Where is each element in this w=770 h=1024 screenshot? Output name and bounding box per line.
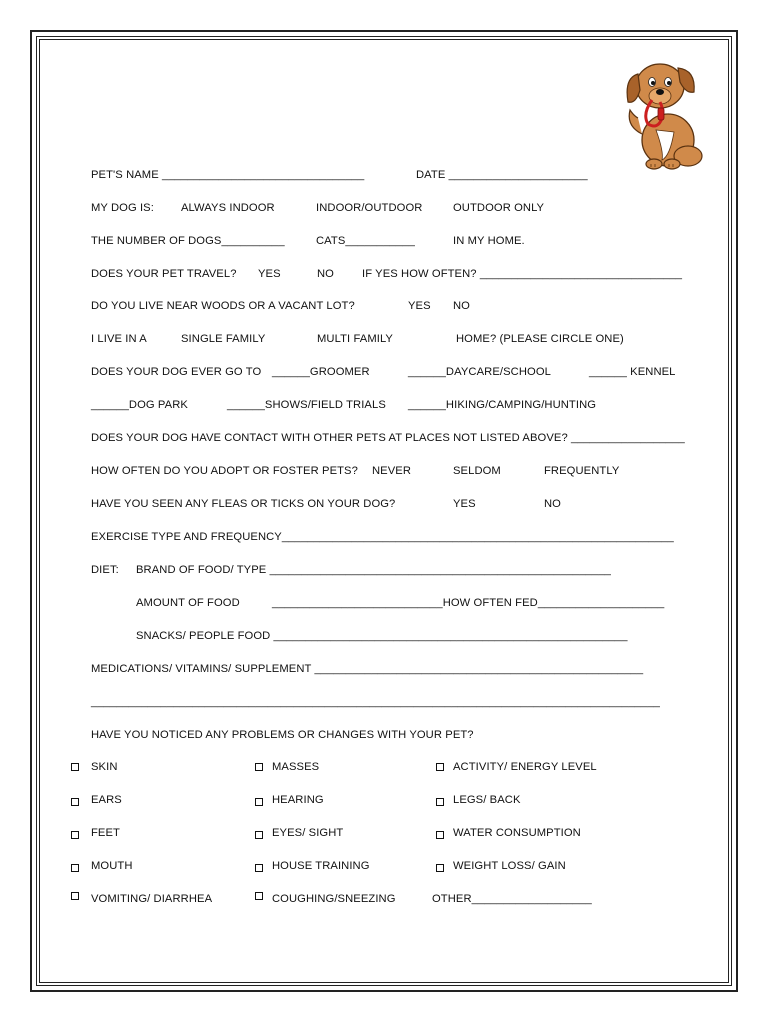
checkbox-label-activity: ACTIVITY/ ENERGY LEVEL <box>453 761 597 773</box>
groomer-field[interactable]: ______GROOMER <box>272 366 370 378</box>
fleas-yes-option[interactable]: YES <box>453 498 476 510</box>
contact-other-pets-field[interactable]: DOES YOUR DOG HAVE CONTACT WITH OTHER PETS AT PLACES NOT LISTED ABOVE? __________________ <box>91 432 685 444</box>
checkbox-eyes-sight[interactable] <box>255 831 263 839</box>
pets-name-field[interactable]: PET'S NAME ________________________________ <box>91 169 365 181</box>
checkbox-mouth[interactable] <box>71 864 79 872</box>
exercise-field[interactable]: EXERCISE TYPE AND FREQUENCY______________________________________________________________ <box>91 531 674 543</box>
cats-field[interactable]: CATS___________ <box>316 235 415 247</box>
woods-question: DO YOU LIVE NEAR WOODS OR A VACANT LOT? <box>91 300 355 312</box>
in-my-home-label: IN MY HOME. <box>453 235 525 247</box>
medications-extra-line[interactable]: __________________________________________________________________________________________ <box>91 696 660 708</box>
amount-how-often-fed-field[interactable]: ___________________________HOW OFTEN FED____________________ <box>272 597 665 609</box>
home-circle-label: HOME? (PLEASE CIRCLE ONE) <box>456 333 624 345</box>
checkbox-label-coughing: COUGHING/SNEEZING <box>272 893 396 905</box>
checkbox-vomiting[interactable] <box>71 892 79 900</box>
travel-yes-option[interactable]: YES <box>258 268 281 280</box>
checkbox-label-legs-back: LEGS/ BACK <box>453 794 521 806</box>
shows-field[interactable]: ______SHOWS/FIELD TRIALS <box>227 399 386 411</box>
snacks-field[interactable]: SNACKS/ PEOPLE FOOD ________________________________________________________ <box>136 630 628 642</box>
other-field[interactable]: OTHER___________________ <box>432 893 592 905</box>
checkbox-skin[interactable] <box>71 763 79 771</box>
option-frequently[interactable]: FREQUENTLY <box>544 465 620 477</box>
checkbox-ears[interactable] <box>71 798 79 806</box>
woods-yes-option[interactable]: YES <box>408 300 431 312</box>
checkbox-hearing[interactable] <box>255 798 263 806</box>
checkbox-label-ears: EARS <box>91 794 122 806</box>
daycare-field[interactable]: ______DAYCARE/SCHOOL <box>408 366 551 378</box>
diet-label: DIET: <box>91 564 119 576</box>
checkbox-activity[interactable] <box>436 763 444 771</box>
live-in-label: I LIVE IN A <box>91 333 147 345</box>
problems-question: HAVE YOU NOTICED ANY PROBLEMS OR CHANGES WITH YOUR PET? <box>91 729 474 741</box>
date-field[interactable]: DATE ______________________ <box>416 169 588 181</box>
my-dog-is-label: MY DOG IS: <box>91 202 154 214</box>
checkbox-label-masses: MASSES <box>272 761 320 773</box>
option-always-indoor[interactable]: ALWAYS INDOOR <box>181 202 275 214</box>
checkbox-house-training[interactable] <box>255 864 263 872</box>
adopt-foster-question: HOW OFTEN DO YOU ADOPT OR FOSTER PETS? <box>91 465 358 477</box>
brand-of-food-field[interactable]: BRAND OF FOOD/ TYPE ______________________________________________________ <box>136 564 611 576</box>
dog-go-to-question: DOES YOUR DOG EVER GO TO <box>91 366 262 378</box>
checkbox-label-feet: FEET <box>91 827 120 839</box>
option-seldom[interactable]: SELDOM <box>453 465 501 477</box>
amount-of-food-label: AMOUNT OF FOOD <box>136 597 240 609</box>
pet-travel-question: DOES YOUR PET TRAVEL? <box>91 268 237 280</box>
checkbox-coughing[interactable] <box>255 892 263 900</box>
kennel-field[interactable]: ______ KENNEL <box>589 366 676 378</box>
travel-no-option[interactable]: NO <box>317 268 334 280</box>
option-never[interactable]: NEVER <box>372 465 412 477</box>
checkbox-label-vomiting: VOMITING/ DIARRHEA <box>91 893 213 905</box>
checkbox-masses[interactable] <box>255 763 263 771</box>
dog-park-field[interactable]: ______DOG PARK <box>91 399 188 411</box>
woods-no-option[interactable]: NO <box>453 300 470 312</box>
option-indoor-outdoor[interactable]: INDOOR/OUTDOOR <box>316 202 423 214</box>
checkbox-feet[interactable] <box>71 831 79 839</box>
puppy-with-leash-icon <box>618 52 708 172</box>
medications-field[interactable]: MEDICATIONS/ VITAMINS/ SUPPLEMENT ____________________________________________________ <box>91 663 644 675</box>
checkbox-label-hearing: HEARING <box>272 794 324 806</box>
checkbox-label-weight: WEIGHT LOSS/ GAIN <box>453 860 566 872</box>
checkbox-weight[interactable] <box>436 864 444 872</box>
travel-frequency-field[interactable]: IF YES HOW OFTEN? ________________________________ <box>362 268 683 280</box>
fleas-no-option[interactable]: NO <box>544 498 561 510</box>
checkbox-label-eyes-sight: EYES/ SIGHT <box>272 827 344 839</box>
number-of-dogs-field[interactable]: THE NUMBER OF DOGS__________ <box>91 235 285 247</box>
fleas-ticks-question: HAVE YOU SEEN ANY FLEAS OR TICKS ON YOUR DOG? <box>91 498 396 510</box>
option-single-family[interactable]: SINGLE FAMILY <box>181 333 266 345</box>
checkbox-water[interactable] <box>436 831 444 839</box>
option-multi-family[interactable]: MULTI FAMILY <box>317 333 393 345</box>
checkbox-label-house-training: HOUSE TRAINING <box>272 860 370 872</box>
checkbox-label-skin: SKIN <box>91 761 118 773</box>
checkbox-label-mouth: MOUTH <box>91 860 133 872</box>
checkbox-label-water: WATER CONSUMPTION <box>453 827 581 839</box>
hiking-field[interactable]: ______HIKING/CAMPING/HUNTING <box>408 399 597 411</box>
checkbox-legs-back[interactable] <box>436 798 444 806</box>
option-outdoor-only[interactable]: OUTDOOR ONLY <box>453 202 545 214</box>
